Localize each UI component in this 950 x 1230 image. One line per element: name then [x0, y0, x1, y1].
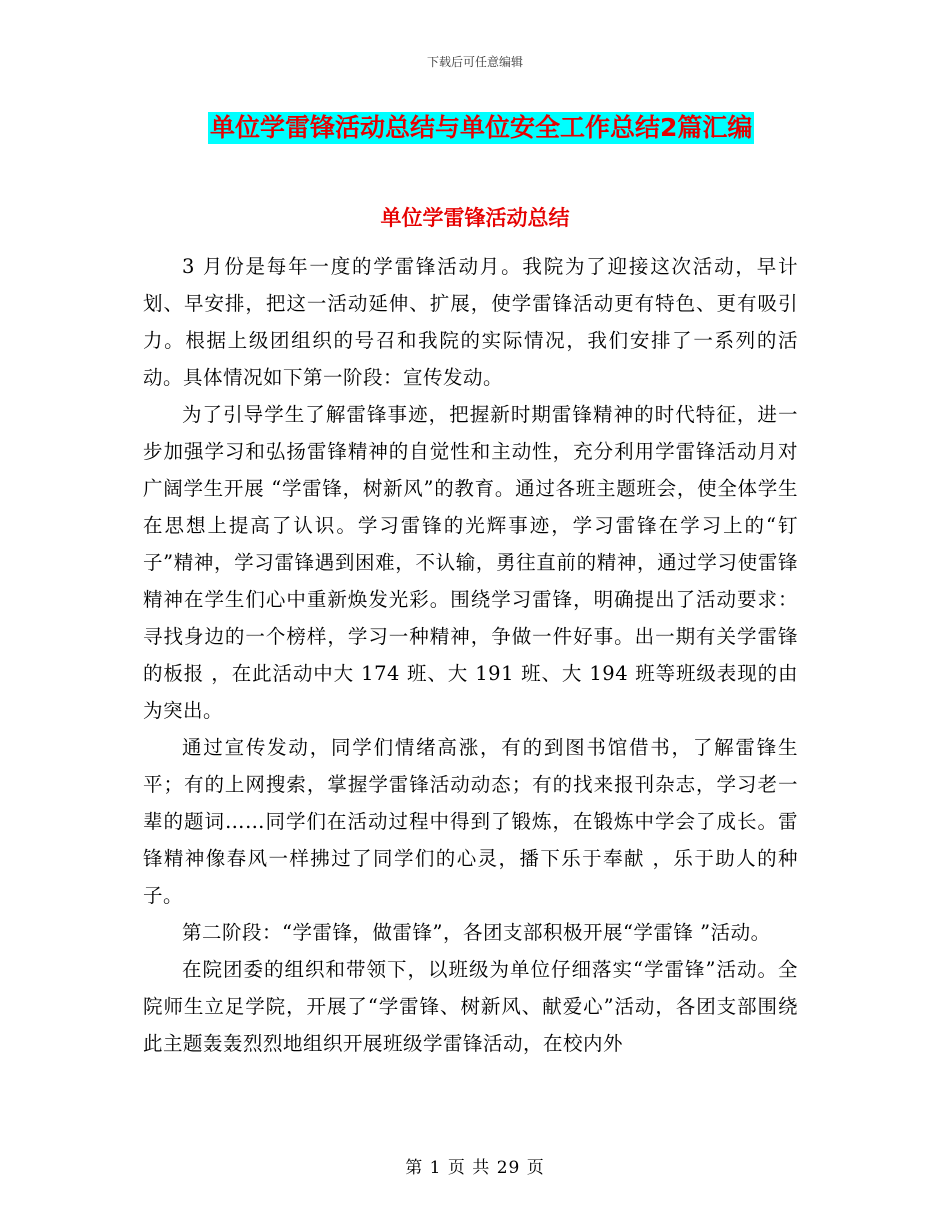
- paragraph-5: 在院团委的组织和带领下，以班级为单位仔细落实“学雷锋”活动。全院师生立足学院，开展了“学雷锋、树新风、献爱心”活动，各团支部围绕此主题轰轰烈烈地组织开展班级学雷锋活动，在校内外: [143, 958, 798, 1055]
- paragraph-2: 为了引导学生了解雷锋事迹，把握新时期雷锋精神的时代特征，进一步加强学习和弘扬雷锋精神的自觉性和主动性，充分利用学雷锋活动月对广阔学生开展 “学雷锋，树新风”的教育。通过各班主题班会，使全体学生在思想上提高了认识。学习雷锋的光辉事迹，学习雷锋在学习上的“钉子”精神，学习雷锋遇到困难，不认输，勇往直前的精神，通过学习使雷锋精神在学生们心中重新焕发光彩。围绕学习雷锋，明确提出了活动要求：寻找身边的一个榜样，学习一种精神，争做一件好事。出一期有关学雷锋的板报 ，在此活动中大 174 班、大 191 班、大 194 班等班级表现的由为突出。: [143, 403, 798, 722]
- page-footer: 第 1 页 共 29 页: [405, 1158, 545, 1178]
- document-body: [143, 248, 798, 1062]
- paragraph-4: 第二阶段：“学雷锋，做雷锋”，各团支部积极开展“学雷锋 ”活动。: [182, 921, 771, 944]
- document-title: 单位学雷锋活动总结与单位安全工作总结2篇汇编: [210, 113, 753, 142]
- paragraph-3: 通过宣传发动，同学们情绪高涨，有的到图书馆借书，了解雷锋生平；有的上网搜索，掌握学雷锋活动动态；有的找来报刊杂志，学习老一辈的题词……同学们在活动过程中得到了锻炼，在锻炼中学会了成长。雷锋精神像春风一样拂过了同学们的心灵，播下乐于奉献 ，乐于助人的种子。: [143, 736, 798, 907]
- paragraph-1: 3 月份是每年一度的学雷锋活动月。我院为了迎接这次活动，早计划、早安排，把这一活动延伸、扩展，使学雷锋活动更有特色、更有吸引力。根据上级团组织的号召和我院的实际情况，我们安排了一系列的活动。具体情况如下第一阶段：宣传发动。: [143, 255, 798, 389]
- header-note: 下载后可任意编辑: [426, 55, 523, 69]
- section-title: 单位学雷锋活动总结: [380, 206, 570, 230]
